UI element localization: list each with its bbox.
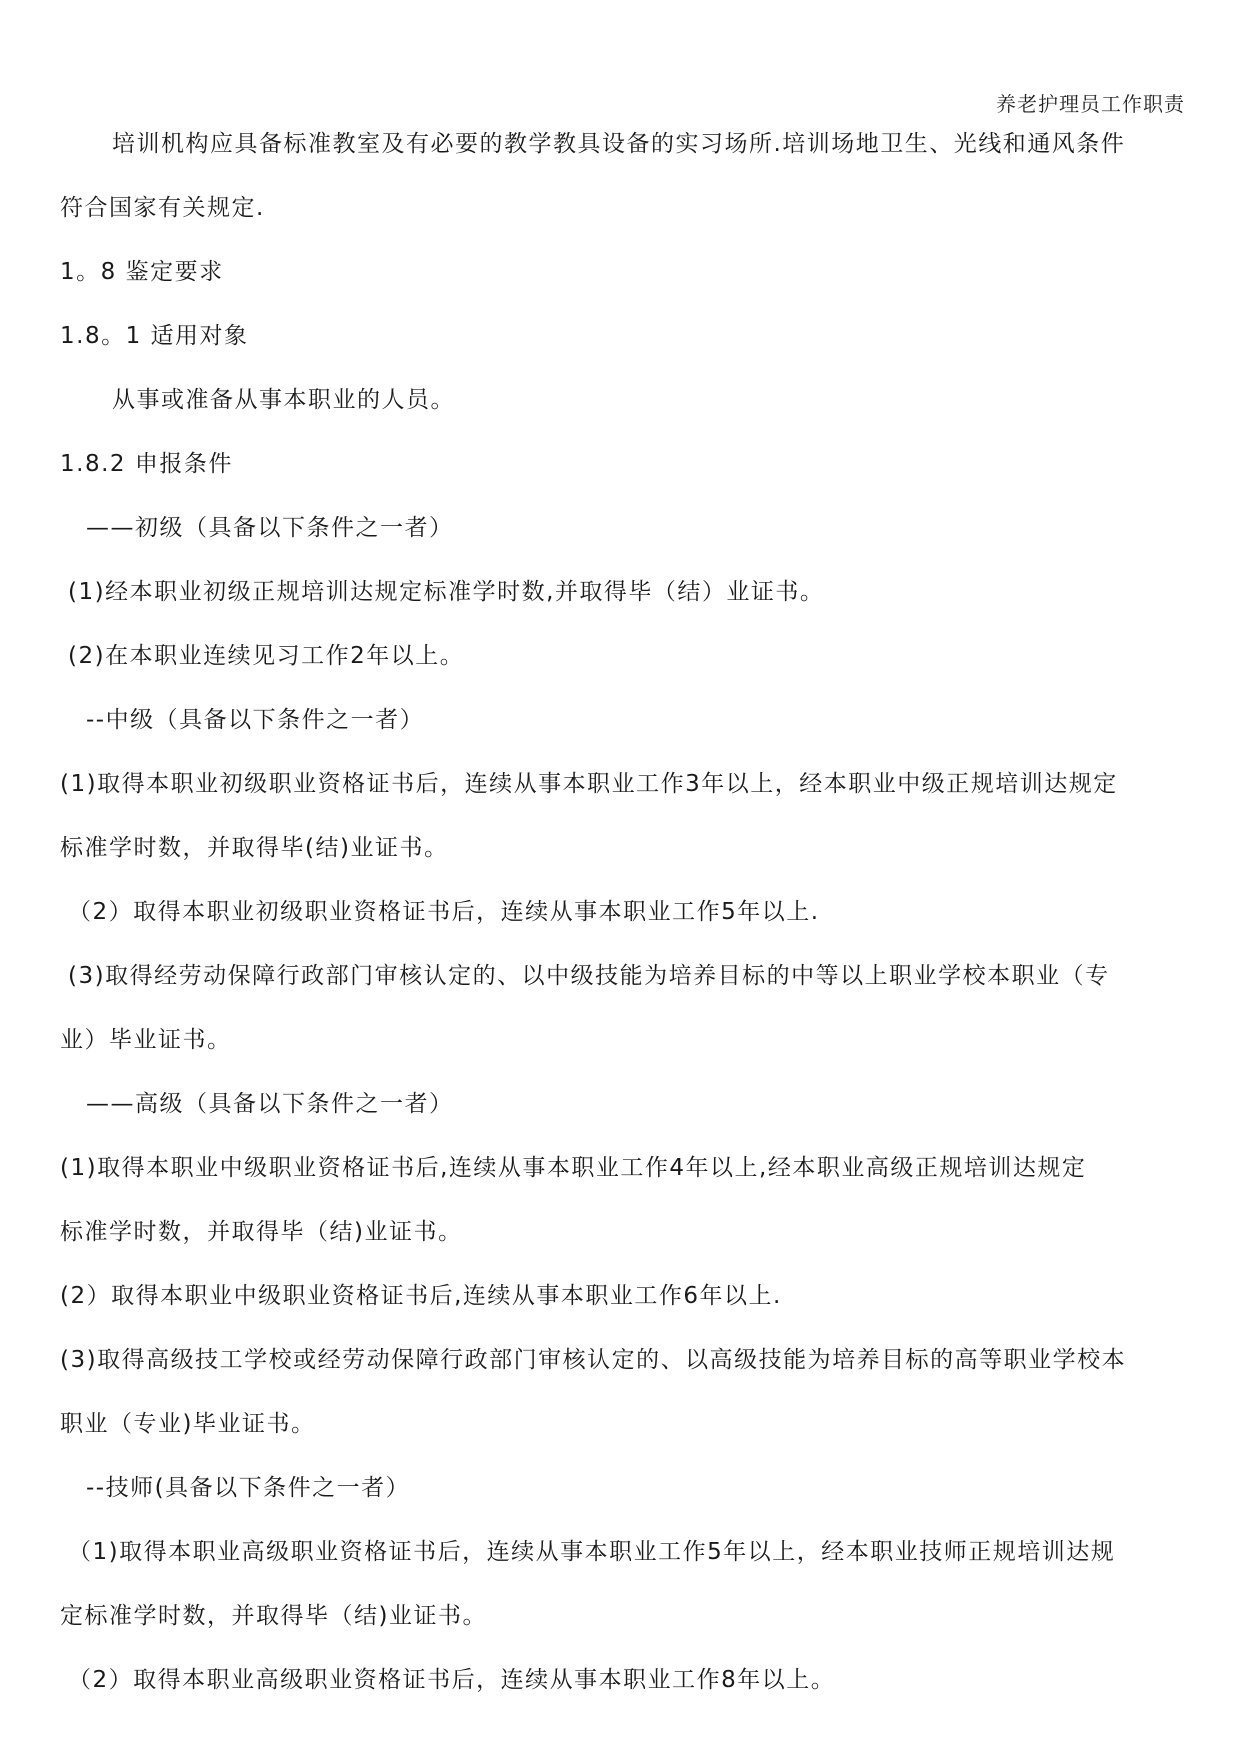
mid-condition-1-cont: 标准学时数，并取得毕(结)业证书。 — [60, 835, 449, 861]
mid-condition-2: （2）取得本职业初级职业资格证书后，连续从事本职业工作5年以上. — [68, 899, 820, 925]
mid-condition-1: (1)取得本职业初级职业资格证书后，连续从事本职业工作3年以上，经本职业中级正规培训达规定 — [60, 771, 1118, 797]
page-header-title: 养老护理员工作职责 — [996, 92, 1185, 116]
heading-1-8: 1。8 鉴定要求 — [60, 259, 224, 285]
heading-1-8-2: 1.8.2 申报条件 — [60, 451, 233, 477]
junior-condition-1: (1)经本职业初级正规培训达规定标准学时数,并取得毕（结）业证书。 — [68, 579, 825, 605]
senior-condition-2: (2）取得本职业中级职业资格证书后,连续从事本职业工作6年以上. — [60, 1283, 782, 1309]
technician-condition-1: （1)取得本职业高级职业资格证书后，连续从事本职业工作5年以上，经本职业技师正规培训达规 — [68, 1539, 1116, 1565]
junior-condition-2: (2)在本职业连续见习工作2年以上。 — [68, 643, 465, 669]
paragraph-training-facilities-cont: 符合国家有关规定. — [60, 195, 265, 221]
technician-level-title: --技师(具备以下条件之一者） — [86, 1475, 411, 1501]
senior-level-title: ——高级（具备以下条件之一者） — [86, 1091, 454, 1117]
senior-condition-3-cont: 职业（专业)毕业证书。 — [60, 1411, 316, 1437]
mid-condition-3-cont: 业）毕业证书。 — [60, 1027, 232, 1053]
document-body — [60, 112, 1185, 1712]
senior-condition-1-cont: 标准学时数，并取得毕（结)业证书。 — [60, 1219, 463, 1245]
paragraph-target: 从事或准备从事本职业的人员。 — [112, 387, 455, 413]
mid-condition-3: (3)取得经劳动保障行政部门审核认定的、以中级技能为培养目标的中等以上职业学校本职业（专 — [68, 963, 1110, 989]
mid-level-title: --中级（具备以下条件之一者） — [86, 707, 425, 733]
senior-condition-3: (3)取得高级技工学校或经劳动保障行政部门审核认定的、以高级技能为培养目标的高等职业学校本 — [60, 1347, 1127, 1373]
paragraph-training-facilities: 培训机构应具备标准教室及有必要的教学教具设备的实习场所.培训场地卫生、光线和通风条件 — [112, 131, 1126, 157]
senior-condition-1: (1)取得本职业中级职业资格证书后,连续从事本职业工作4年以上,经本职业高级正规培训达规定 — [60, 1155, 1087, 1181]
technician-condition-2: （2）取得本职业高级职业资格证书后，连续从事本职业工作8年以上。 — [68, 1667, 836, 1693]
junior-level-title: ——初级（具备以下条件之一者） — [86, 515, 454, 541]
technician-condition-1-cont: 定标准学时数，并取得毕（结)业证书。 — [60, 1603, 487, 1629]
heading-1-8-1: 1.8。1 适用对象 — [60, 323, 249, 349]
